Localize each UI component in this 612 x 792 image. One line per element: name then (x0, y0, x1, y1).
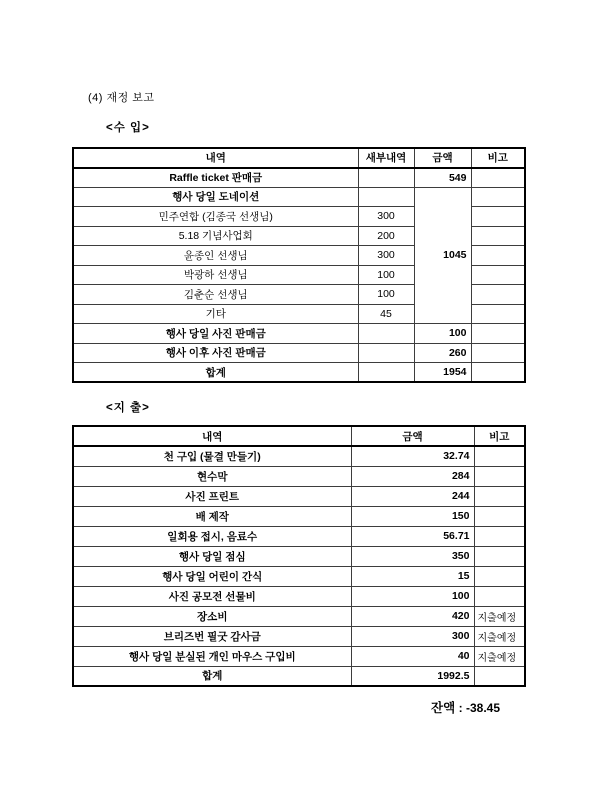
detail-amount-cell: 300 (358, 246, 414, 266)
donation-total-amount-cell: 1045 (414, 187, 471, 324)
item-name-cell: 사진 프린트 (73, 486, 351, 506)
expense-row (73, 446, 525, 466)
item-name-cell: 장소비 (73, 606, 351, 626)
income-header-row (73, 148, 525, 168)
amount-cell: 420 (351, 606, 474, 626)
item-name-cell: 천 구입 (물결 만들기) (73, 446, 351, 466)
income-row (73, 343, 525, 363)
amount-cell: 100 (351, 586, 474, 606)
amount-cell: 284 (351, 466, 474, 486)
detail-amount-cell: 45 (358, 304, 414, 324)
item-name-cell: 합계 (73, 363, 358, 383)
note-cell (471, 285, 525, 305)
item-name-cell: 행사 당일 분실된 개인 마우스 구입비 (73, 646, 351, 666)
item-name-cell: 사진 공모전 선물비 (73, 586, 351, 606)
item-name-cell: 브리즈번 필굿 감사금 (73, 626, 351, 646)
expense-row (73, 626, 525, 646)
detail-amount-cell: 100 (358, 285, 414, 305)
expense-row (73, 546, 525, 566)
note-cell (471, 363, 525, 383)
expense-row (73, 526, 525, 546)
note-cell (474, 666, 525, 686)
item-name-cell: 행사 당일 도네이션 (73, 187, 358, 207)
expense-table (72, 425, 526, 687)
item-name-cell: 행사 당일 사진 판매금 (73, 324, 358, 344)
balance-value: : -38.45 (458, 701, 500, 715)
note-cell: 지출예정 (474, 626, 525, 646)
detail-amount-cell: 100 (358, 265, 414, 285)
income-table (72, 147, 526, 383)
note-cell (474, 506, 525, 526)
item-name-cell: 김춘순 선생님 (73, 285, 358, 305)
item-name-cell: 일회용 접시, 음료수 (73, 526, 351, 546)
amount-cell: 244 (351, 486, 474, 506)
amount-cell: 40 (351, 646, 474, 666)
item-name-cell: 행사 이후 사진 판매금 (73, 343, 358, 363)
expense-row (73, 646, 525, 666)
note-cell (471, 226, 525, 246)
balance-label: 잔액 (431, 701, 456, 715)
item-name-cell: 윤종인 선생님 (73, 246, 358, 266)
note-cell (471, 207, 525, 227)
expense-row (73, 506, 525, 526)
note-cell (474, 486, 525, 506)
amount-cell: 350 (351, 546, 474, 566)
item-name-cell: 배 제작 (73, 506, 351, 526)
item-name-cell: Raffle ticket 판매금 (73, 168, 358, 188)
note-cell (474, 546, 525, 566)
note-cell (471, 265, 525, 285)
item-name-cell: 행사 당일 어린이 간식 (73, 566, 351, 586)
expense-header-note: 비고 (474, 426, 525, 446)
note-cell (471, 168, 525, 188)
amount-cell: 100 (414, 324, 471, 344)
expense-row (73, 466, 525, 486)
detail-amount-cell (358, 168, 414, 188)
note-cell: 지출예정 (474, 646, 525, 666)
amount-cell: 56.71 (351, 526, 474, 546)
amount-cell: 32.74 (351, 446, 474, 466)
item-name-cell: 기타 (73, 304, 358, 324)
item-name-cell: 행사 당일 점심 (73, 546, 351, 566)
detail-amount-cell (358, 343, 414, 363)
income-row (73, 187, 525, 207)
note-cell: 지출예정 (474, 606, 525, 626)
expense-header-item: 내역 (73, 426, 351, 446)
amount-cell: 260 (414, 343, 471, 363)
expense-row (73, 606, 525, 626)
amount-cell: 300 (351, 626, 474, 646)
item-name-cell: 합계 (73, 666, 351, 686)
note-cell (471, 343, 525, 363)
note-cell (471, 246, 525, 266)
note-cell (471, 187, 525, 207)
income-header-note: 비고 (471, 148, 525, 168)
expense-row (73, 566, 525, 586)
amount-cell: 549 (414, 168, 471, 188)
expense-row (73, 486, 525, 506)
income-header-detail: 새부내역 (358, 148, 414, 168)
detail-amount-cell: 200 (358, 226, 414, 246)
income-header-amount: 금액 (414, 148, 471, 168)
expense-header-row (73, 426, 525, 446)
income-section-label: <수 입> (106, 122, 150, 134)
detail-amount-cell (358, 363, 414, 383)
detail-amount-cell: 300 (358, 207, 414, 227)
amount-cell: 1992.5 (351, 666, 474, 686)
item-name-cell: 박광하 선생님 (73, 265, 358, 285)
detail-amount-cell (358, 187, 414, 207)
amount-cell: 15 (351, 566, 474, 586)
amount-cell: 150 (351, 506, 474, 526)
note-cell (474, 586, 525, 606)
income-header-item: 내역 (73, 148, 358, 168)
income-row (73, 324, 525, 344)
expense-row (73, 586, 525, 606)
note-cell (474, 526, 525, 546)
balance-line (431, 698, 500, 716)
income-total-row (73, 363, 525, 383)
expense-section-label: <지 출> (106, 402, 150, 414)
item-name-cell: 현수막 (73, 466, 351, 486)
document-title: (4) 재정 보고 (88, 92, 155, 104)
expense-header-amount: 금액 (351, 426, 474, 446)
income-row (73, 168, 525, 188)
item-name-cell: 민주연합 (김종국 선생님) (73, 207, 358, 227)
amount-cell: 1954 (414, 363, 471, 383)
note-cell (471, 304, 525, 324)
detail-amount-cell (358, 324, 414, 344)
note-cell (474, 566, 525, 586)
note-cell (474, 446, 525, 466)
note-cell (471, 324, 525, 344)
item-name-cell: 5.18 기념사업회 (73, 226, 358, 246)
expense-total-row (73, 666, 525, 686)
note-cell (474, 466, 525, 486)
